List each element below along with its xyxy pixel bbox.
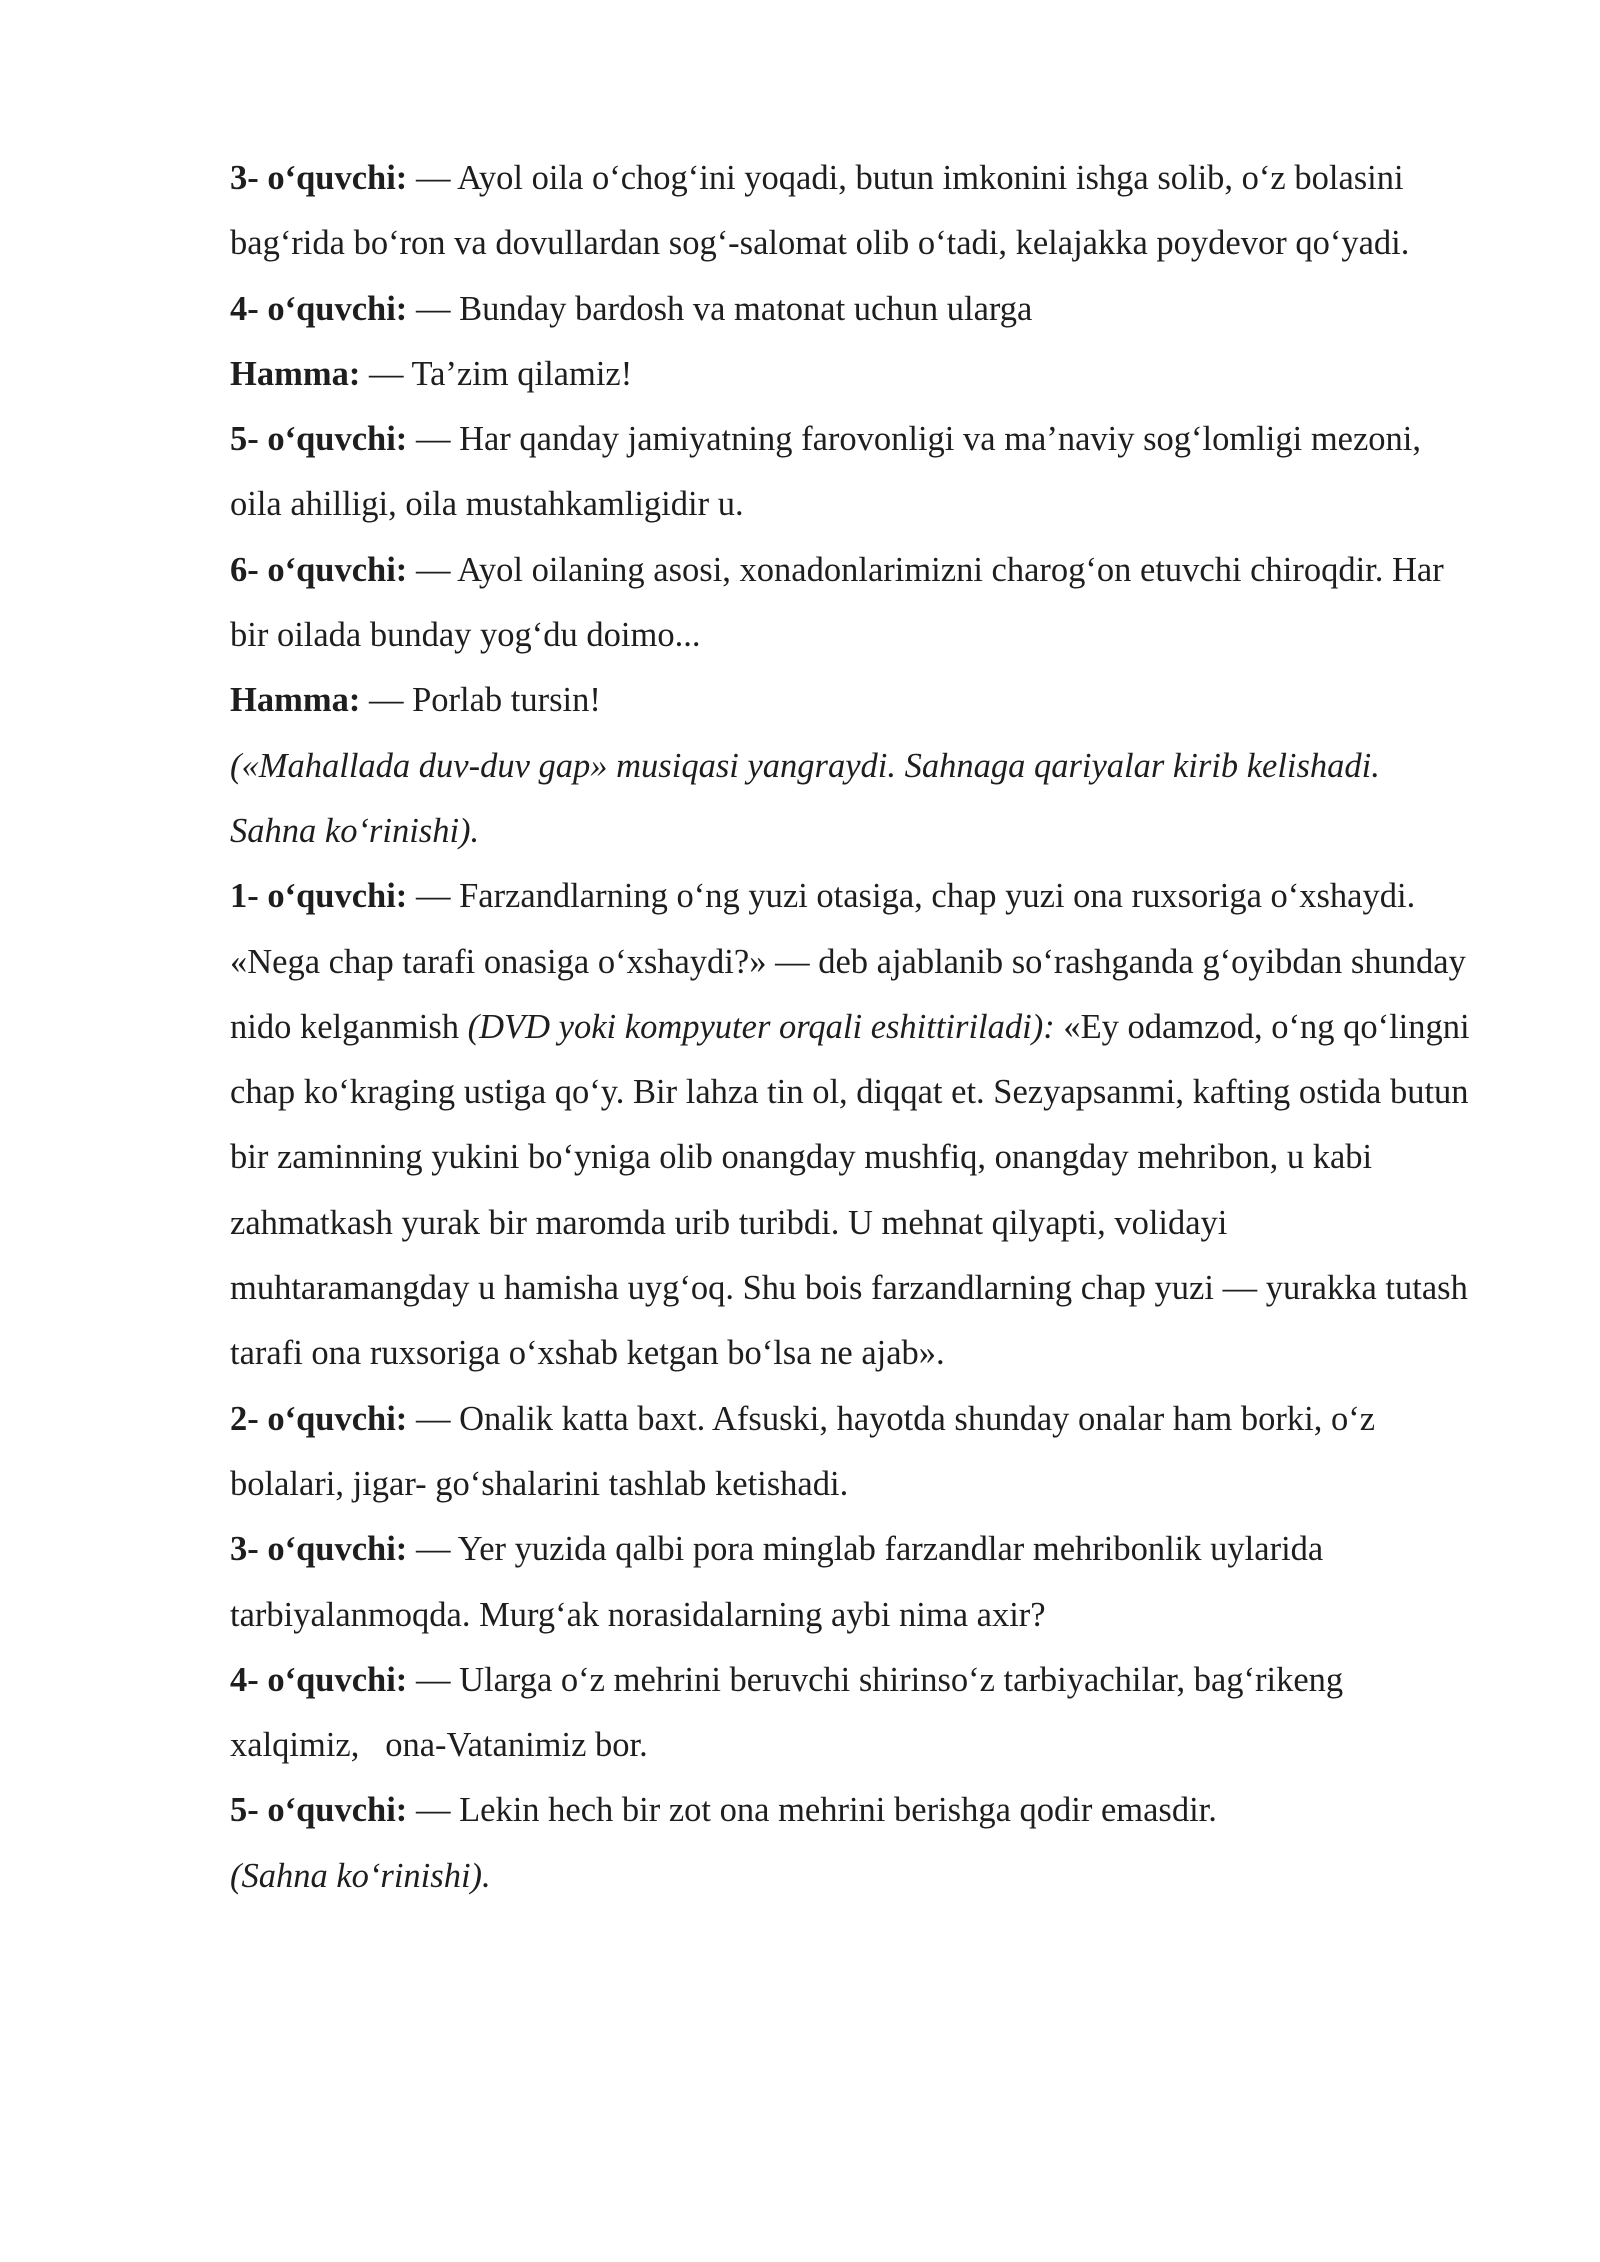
speaker-label: 6- o‘quvchi: [230, 550, 408, 589]
stage-direction-music: («Mahallada duv-duv gap» musiqasi yangraydi. Sahnaga qariyalar kirib kelishadi. Sahna ko‘rinishi). [230, 746, 1380, 850]
paragraph-student-6 [230, 538, 1470, 669]
speaker-label: 4- o‘quvchi: [230, 1660, 408, 1699]
speaker-label: 5- o‘quvchi: [230, 1791, 408, 1830]
stage-direction-inline: (DVD yoki kompyuter orqali eshittiriladi): [467, 1007, 1055, 1046]
paragraph-all-a [230, 342, 1470, 407]
paragraph-student-4-a [230, 277, 1470, 342]
paragraph-student-5-a [230, 407, 1470, 538]
dialogue-text: — Porlab tursin! [360, 681, 601, 720]
speaker-label: Hamma: [230, 681, 361, 720]
paragraph-student-4-b [230, 1648, 1470, 1779]
stage-direction-scene: (Sahna ko‘rinishi). [230, 1856, 491, 1895]
dialogue-text: — Yer yuzida qalbi pora minglab farzandlar mehribonlik uylarida tarbiyalanmoqda. Murg‘ak norasidalarning aybi nima axir? [230, 1530, 1324, 1634]
dialogue-text: — Farzandlarning o‘ng yuzi otasiga, chap yuzi ona ruxsoriga o‘xshaydi. «Nega chap tarafi onasiga o‘xshaydi?» — deb ajablanib so‘rashganda g‘oyibdan shunday nido kelganmish [230, 877, 1466, 1046]
dialogue-text-continued: «Ey odamzod, o‘ng qo‘lingni chap ko‘kraging ustiga qo‘y. Bir lahza tin ol, diqqat et. Sezyapsanmi, kafting ostida butun bir zaminning yukini bo‘yniga olib onangday mushfiq, onangday mehribon, u kabi zahmatkash yurak bir maromda urib turibdi. U mehnat qilyapti, volidayi muhtaramangday u hamisha uyg‘oq. Shu bois farzandlarning chap yuzi — yurakka tutash tarafi ona ruxsoriga o‘xshab ketgan bo‘lsa ne ajab». [230, 1007, 1470, 1373]
speaker-label: 5- o‘quvchi: [230, 420, 408, 459]
paragraph-all-b [230, 668, 1470, 733]
speaker-label: 3- o‘quvchi: [230, 159, 408, 197]
speaker-label: 2- o‘quvchi: [230, 1399, 408, 1438]
speaker-label: 3- o‘quvchi: [230, 1530, 408, 1569]
dialogue-text: — Ayol oila o‘chog‘ini yoqadi, butun imkonini ishga solib, o‘z bolasini bag‘rida bo‘ron va dovullardan sog‘-salomat olib o‘tadi, kelajakka poydevor qo‘yadi. [230, 159, 1410, 263]
document-body [230, 146, 1470, 1909]
dialogue-text: — Ularga o‘z mehrini beruvchi shirinso‘z tarbiyachilar, bag‘rikeng xalqimiz, ona-Vatanimiz bor. [230, 1660, 1352, 1765]
dialogue-text: — Ayol oilaning asosi, xonadonlarimizni charog‘on etuvchi chiroqdir. Har bir oilada bunday yog‘du doimo... [230, 550, 1444, 655]
speaker-label: 4- o‘quvchi: [230, 289, 408, 328]
speaker-label: 1- o‘quvchi: [230, 877, 408, 916]
dialogue-text: — Onalik katta baxt. Afsuski, hayotda shunday onalar ham borki, o‘z bolalari, jigar- go‘shalarini tashlab ketishadi. [230, 1399, 1376, 1503]
paragraph-student-1 [230, 864, 1470, 1386]
speaker-label: Hamma: [230, 354, 361, 393]
paragraph-student-2 [230, 1387, 1470, 1518]
dialogue-text: — Ta’zim qilamiz! [360, 354, 633, 393]
dialogue-text: — Bunday bardosh va matonat uchun ularga [407, 289, 1033, 328]
paragraph-student-3-a [230, 146, 1470, 277]
paragraph-student-5-b [230, 1778, 1470, 1843]
dialogue-text: — Lekin hech bir zot ona mehrini berishga qodir emasdir. [407, 1791, 1217, 1830]
paragraph-student-3-b [230, 1517, 1470, 1648]
dialogue-text: — Har qanday jamiyatning farovonligi va ma’naviy sog‘lomligi mezoni, oila ahilligi, oila mustahkamligidir u. [230, 420, 1421, 524]
